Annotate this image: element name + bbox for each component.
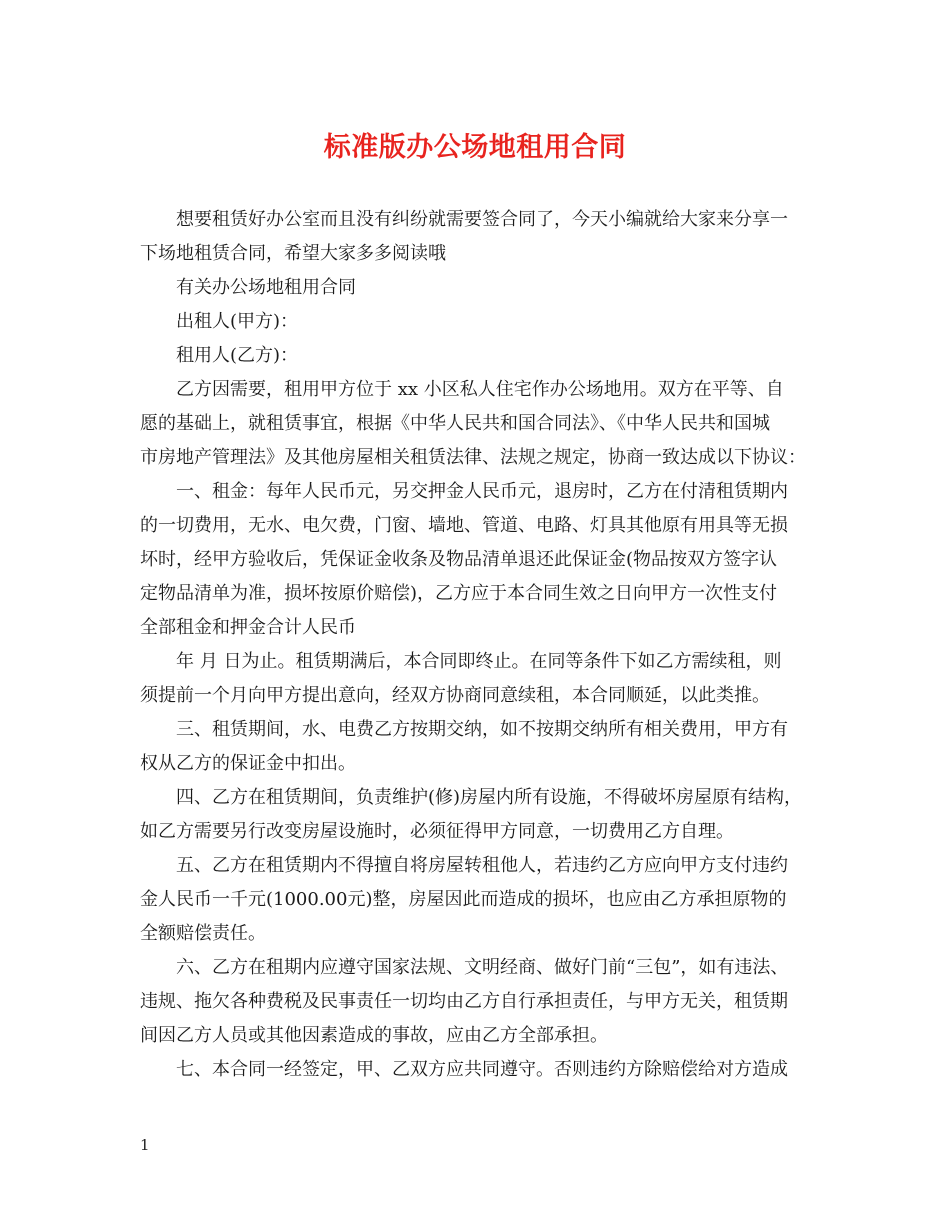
body-line: 全额赔偿责任。	[140, 923, 266, 944]
body-line: 的一切费用，无水、电欠费，门窗、墙地、管道、电路、灯具其他原有用具等无损	[140, 515, 788, 536]
body-line: 七、本合同一经签定，甲、乙双方应共同遵守。否则违约方除赔偿给对方造成	[176, 1059, 788, 1080]
body-line: 六、乙方在租期内应遵守国家法规、文明经商、做好门前“三包”，如有违法、	[176, 957, 789, 978]
document-body	[140, 203, 830, 1087]
body-line: 想要租赁好办公室而且没有纠纷就需要签合同了，今天小编就给大家来分享一	[176, 209, 788, 230]
body-line: 市房地产管理法》及其他房屋相关租赁法律、法规之规定，协商一致达成以下协议：	[140, 447, 806, 468]
body-line: 年 月 日为止。租赁期满后，本合同即终止。在同等条件下如乙方需续租，则	[176, 651, 782, 672]
body-line: 愿的基础上，就租赁事宜，根据《中华人民共和国合同法》、《中华人民共和国城	[140, 413, 770, 434]
body-line: 间因乙方人员或其他因素造成的事故，应由乙方全部承担。	[140, 1025, 608, 1046]
page-number: 1	[140, 1136, 150, 1154]
body-line: 坏时，经甲方验收后，凭保证金收条及物品清单退还此保证金(物品按双方签字认	[140, 549, 778, 570]
body-line: 出租人(甲方)：	[176, 311, 299, 332]
body-line: 权从乙方的保证金中扣出。	[140, 753, 356, 774]
body-line: 定物品清单为准，损坏按原价赔偿)，乙方应于本合同生效之日向甲方一次性支付	[140, 583, 778, 604]
body-line: 须提前一个月向甲方提出意向，经双方协商同意续租，本合同顺延，以此类推。	[140, 685, 770, 706]
body-line: 乙方因需要，租用甲方位于 xx 小区私人住宅作办公场地用。双方在平等、自	[176, 379, 784, 400]
body-line: 违规、拖欠各种费税及民事责任一切均由乙方自行承担责任，与甲方无关，租赁期	[140, 991, 788, 1012]
body-line: 有关办公场地租用合同	[176, 277, 356, 298]
body-line: 如乙方需要另行改变房屋设施时，必须征得甲方同意，一切费用乙方自理。	[140, 821, 734, 842]
body-line: 全部租金和押金合计人民币	[140, 617, 356, 638]
body-line: 四、乙方在租赁期间，负责维护(修)房屋内所有设施，不得破坏房屋原有结构，	[176, 787, 803, 808]
body-line: 三、租赁期间，水、电费乙方按期交纳，如不按期交纳所有相关费用，甲方有	[176, 719, 788, 740]
body-line: 金人民币一千元(1000.00元)整，房屋因此而造成的损坏，也应由乙方承担原物的	[140, 889, 787, 910]
body-line: 一、租金：每年人民币元，另交押金人民币元，退房时，乙方在付清租赁期内	[176, 481, 788, 502]
body-line: 租用人(乙方)：	[176, 345, 299, 366]
body-line: 下场地租赁合同，希望大家多多阅读哦	[140, 243, 446, 264]
document-title: 标准版办公场地租用合同	[323, 132, 627, 163]
body-line: 五、乙方在租赁期内不得擅自将房屋转租他人，若违约乙方应向甲方支付违约	[176, 855, 788, 876]
